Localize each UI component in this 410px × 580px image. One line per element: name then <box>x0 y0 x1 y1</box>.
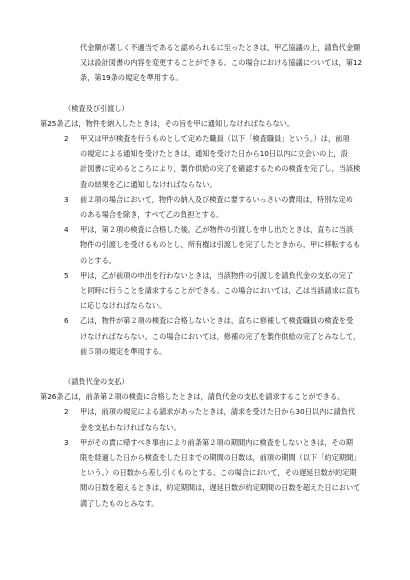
clause-line: 査の結果を乙に通知しなければならない。 <box>80 179 217 189</box>
clause-first-line <box>0 131 410 146</box>
clause-text: 乙は，物件が第２項の検査に合格しないときは，直ちに修補して検査職員の検査を受 <box>80 316 354 326</box>
intro-line: 代金額が著しく不適当であると認められるに至ったときは，甲乙協議の上，請負代金額 <box>80 43 361 52</box>
clause-line: のとする。 <box>80 255 116 265</box>
article-number: 第26条 <box>40 392 64 402</box>
clause-first-line <box>0 192 410 207</box>
article-number: 第25条 <box>40 118 64 128</box>
clause-line: のある場合を除き，すべて乙の負担とする。 <box>80 210 224 219</box>
clause-first-line <box>0 268 410 283</box>
article-text: 乙は，前条第２項の検査に合格したときは，請負代金の支払を請求することができる。 <box>64 392 345 402</box>
clause-number: 2 <box>64 134 69 143</box>
article-text: 乙は，物件を納入したときは，その旨を甲に通知しなければならない。 <box>64 118 295 128</box>
clause-line: と同時に行うことを請求することができる。この場合においては，乙は当該請求に直ち <box>80 286 361 295</box>
clause-line: 物件の引渡しを受けるものとし，所有権は引渡しを完了したときから，甲に移転するも <box>80 240 361 250</box>
clause-line: けなければならない。この場合においては，修補の完了を製作供給の完了とみなして， <box>80 331 361 341</box>
intro-line: 又は設計図書の内容を変更することができる。この場合における協議については，第12 <box>80 58 363 68</box>
section-heading: （請負代金の支払） <box>64 377 129 386</box>
clause-line: 金を支払わなければならない。 <box>80 422 181 432</box>
clause-line: 限を経過した日から検査をした日までの期間の日数は，前項の期間（以下「約定期間」 <box>80 453 361 462</box>
clause-first-line <box>0 222 410 237</box>
clause-number: 5 <box>64 270 69 280</box>
clause-text: 甲は，乙が前項の申出を行わないときは，当該物件の引渡しを請負代金の支払の完了 <box>80 270 354 280</box>
clause-line: という。）の日数から差し引くものとする。この場合において，その遅延日数が約定期 <box>80 468 357 478</box>
clause-line: 前５項の規定を準用する。 <box>80 346 167 356</box>
clause-first-line <box>0 313 410 328</box>
clause-text: 甲は，前項の規定による請求があったときは，請求を受けた日から30日以内に請負代 <box>80 407 356 417</box>
clause-line: の規定による通知を受けたときは，通知を受けた日から10日以内に立会いの上，設 <box>80 149 348 159</box>
clause-text: 甲は，第２項の検査に合格した後，乙が物件の引渡しを申し出たときは，直ちに当該 <box>80 225 354 235</box>
clause-text: 甲がその責に帰すべき事由により前条第２項の期間内に検査をしないときは，その期 <box>80 437 353 447</box>
clause-first-line <box>0 404 410 419</box>
clause-line: 間の日数を超えるときは，約定期間は，遅延日数が約定期間の日数を超えた日において <box>80 483 361 493</box>
clause-text: 甲又は甲が検査を行うものとして定めた職員（以下「検査職員」という。）は，前項 <box>80 134 350 143</box>
clause-first-line <box>0 435 410 450</box>
clause-number: 6 <box>64 316 69 326</box>
article-first-line <box>0 116 410 131</box>
clause-line: 満了したものとみなす。 <box>80 498 159 508</box>
clause-number: 2 <box>64 407 69 417</box>
clause-number: 4 <box>64 225 69 235</box>
article-first-line <box>0 389 410 404</box>
clause-number: 3 <box>64 194 69 204</box>
clause-number: 3 <box>64 437 69 447</box>
intro-line: 条，第19条の規定を準用する。 <box>80 73 183 83</box>
clause-line: に応じなければならない。 <box>80 301 167 311</box>
clause-text: 前２項の場合において，物件の納入及び検査に要するいっさいの費用は，特別な定め <box>80 194 353 204</box>
clause-line: 計図書に定めるところにより，製作供給の完了を確認するための検査を完了し，当該検 <box>80 164 361 174</box>
section-heading: （検査及び引渡し） <box>64 103 129 113</box>
